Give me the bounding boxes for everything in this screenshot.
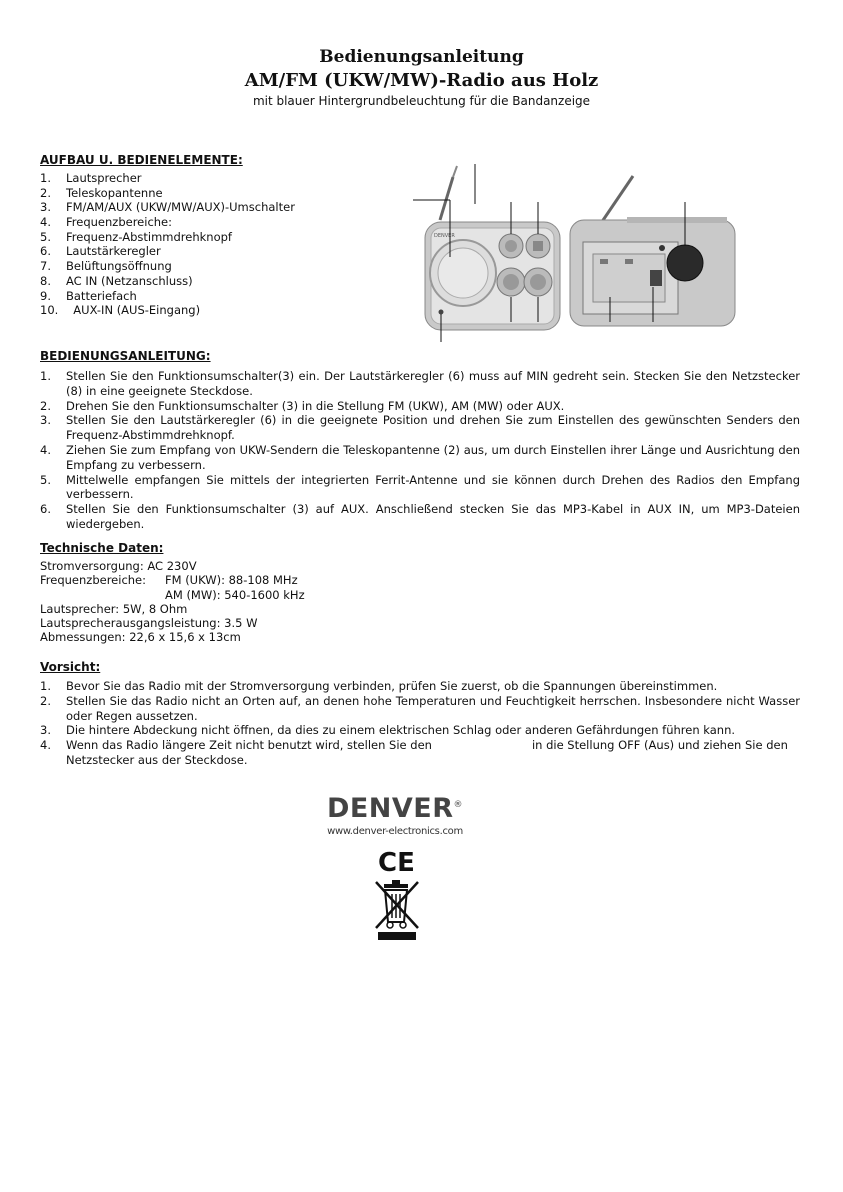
list-item: 4. Frequenzbereiche: bbox=[40, 215, 172, 230]
spec-frequency: Frequenzbereiche: FM (UKW): 88-108 MHz bbox=[40, 573, 298, 588]
spec-output: Lautsprecherausgangsleistung: 3.5 W bbox=[40, 616, 258, 631]
caution-heading: Vorsicht: bbox=[40, 660, 101, 674]
caution-list bbox=[40, 679, 800, 768]
list-item: 7. Belüftungsöffnung bbox=[40, 259, 172, 274]
brand-url: www.denver-electronics.com bbox=[327, 826, 463, 837]
list-item: 4. Wenn das Radio längere Zeit nicht benutzt wird, stellen Sie den in die Stellung OFF (Aus) und ziehen Sie den Netzstecker aus der Steckdose. bbox=[40, 738, 788, 767]
list-item: 6. Lautstärkeregler bbox=[40, 244, 161, 259]
figure-brand-label: DENVER bbox=[434, 233, 455, 239]
instructions-heading: BEDIENUNGSANLEITUNG: bbox=[40, 349, 211, 363]
weee-bin-icon bbox=[372, 876, 422, 942]
parts-list bbox=[40, 171, 295, 318]
instructions-list bbox=[40, 369, 800, 532]
radio-illustration bbox=[405, 162, 745, 347]
specs-heading: Technische Daten: bbox=[40, 541, 164, 555]
spec-frequency-am: AM (MW): 540-1600 kHz bbox=[165, 587, 305, 602]
list-item: 6. Stellen Sie den Funktionsumschalter (3) auf AUX. Anschließend stecken Sie das MP3-Kabel in AUX IN, um MP3-Dateien wiedergeben. bbox=[40, 502, 800, 531]
list-item: 3. Die hintere Abdeckung nicht öffnen, da dies zu einem elektrischen Schlag oder anderen Gefährdungen führen kann. bbox=[40, 723, 736, 738]
list-item: 2. Drehen Sie den Funktionsumschalter (3) in die Stellung FM (UKW), AM (MW) oder AUX. bbox=[40, 398, 565, 413]
list-item: 5. Mittelwelle empfangen Sie mittels der integrierten Ferrit-Antenne und sie können durch Drehen des Radios den Empfang verbessern. bbox=[40, 472, 800, 502]
list-item: 10. AUX-IN (AUS-Eingang) bbox=[40, 303, 201, 318]
document-title: Bedienungsanleitung bbox=[319, 47, 524, 67]
list-item: 1. Bevor Sie das Radio mit der Stromversorgung verbinden, prüfen Sie zuerst, ob die Spannungen übereinstimmen. bbox=[40, 679, 718, 693]
specs-block bbox=[40, 559, 305, 645]
list-item: 5. Frequenz-Abstimmdrehknopf bbox=[40, 229, 232, 244]
list-item: 4. Ziehen Sie zum Empfang von UKW-Sendern die Teleskopantenne (2) aus, um durch Einstellen ihrer Länge und Ausrichtung den Empfang zu verbessern. bbox=[40, 442, 800, 472]
list-item: 1. Lautsprecher bbox=[40, 171, 142, 185]
list-item: 3. FM/AM/AUX (UKW/MW/AUX)-Umschalter bbox=[40, 200, 295, 215]
document-subtitle: AM/FM (UKW/MW)-Radio aus Holz bbox=[244, 70, 599, 91]
radio-front bbox=[425, 166, 560, 330]
list-item: 2. Teleskopantenne bbox=[40, 185, 163, 200]
parts-heading: AUFBAU U. BEDIENELEMENTE: bbox=[40, 153, 243, 167]
list-item: 3. Stellen Sie den Lautstärkeregler (6) in die geeignete Position und drehen Sie zum Einstellen des gewünschten Senders den Frequenz-Abstimmdrehknopf. bbox=[40, 413, 800, 443]
spec-speaker: Lautsprecher: 5W, 8 Ohm bbox=[40, 601, 188, 616]
ce-mark: CE bbox=[378, 848, 415, 878]
document-tagline: mit blauer Hintergrundbeleuchtung für die Bandanzeige bbox=[252, 94, 591, 108]
brand-logo-block bbox=[320, 793, 480, 837]
spec-power: Stromversorgung: AC 230V bbox=[40, 559, 197, 573]
spec-dimensions: Abmessungen: 22,6 x 15,6 x 13cm bbox=[40, 630, 241, 645]
list-item: 2. Stellen Sie das Radio nicht an Orten auf, an denen hohe Temperaturen und Feuchtigkeit herrschen. Insbesondere nicht Wasser oder Regen aussetzen. bbox=[40, 693, 800, 723]
list-item: 8. AC IN (Netzanschluss) bbox=[40, 273, 193, 288]
list-item: 9. Batteriefach bbox=[40, 288, 137, 303]
brand-logo: DENVER® bbox=[326, 793, 464, 824]
list-item: 1. Stellen Sie den Funktionsumschalter(3) ein. Der Lautstärkeregler (6) muss auf MIN gedreht sein. Stecken Sie den Netzstecker (8) in eine geeignete Steckdose. bbox=[40, 369, 800, 398]
